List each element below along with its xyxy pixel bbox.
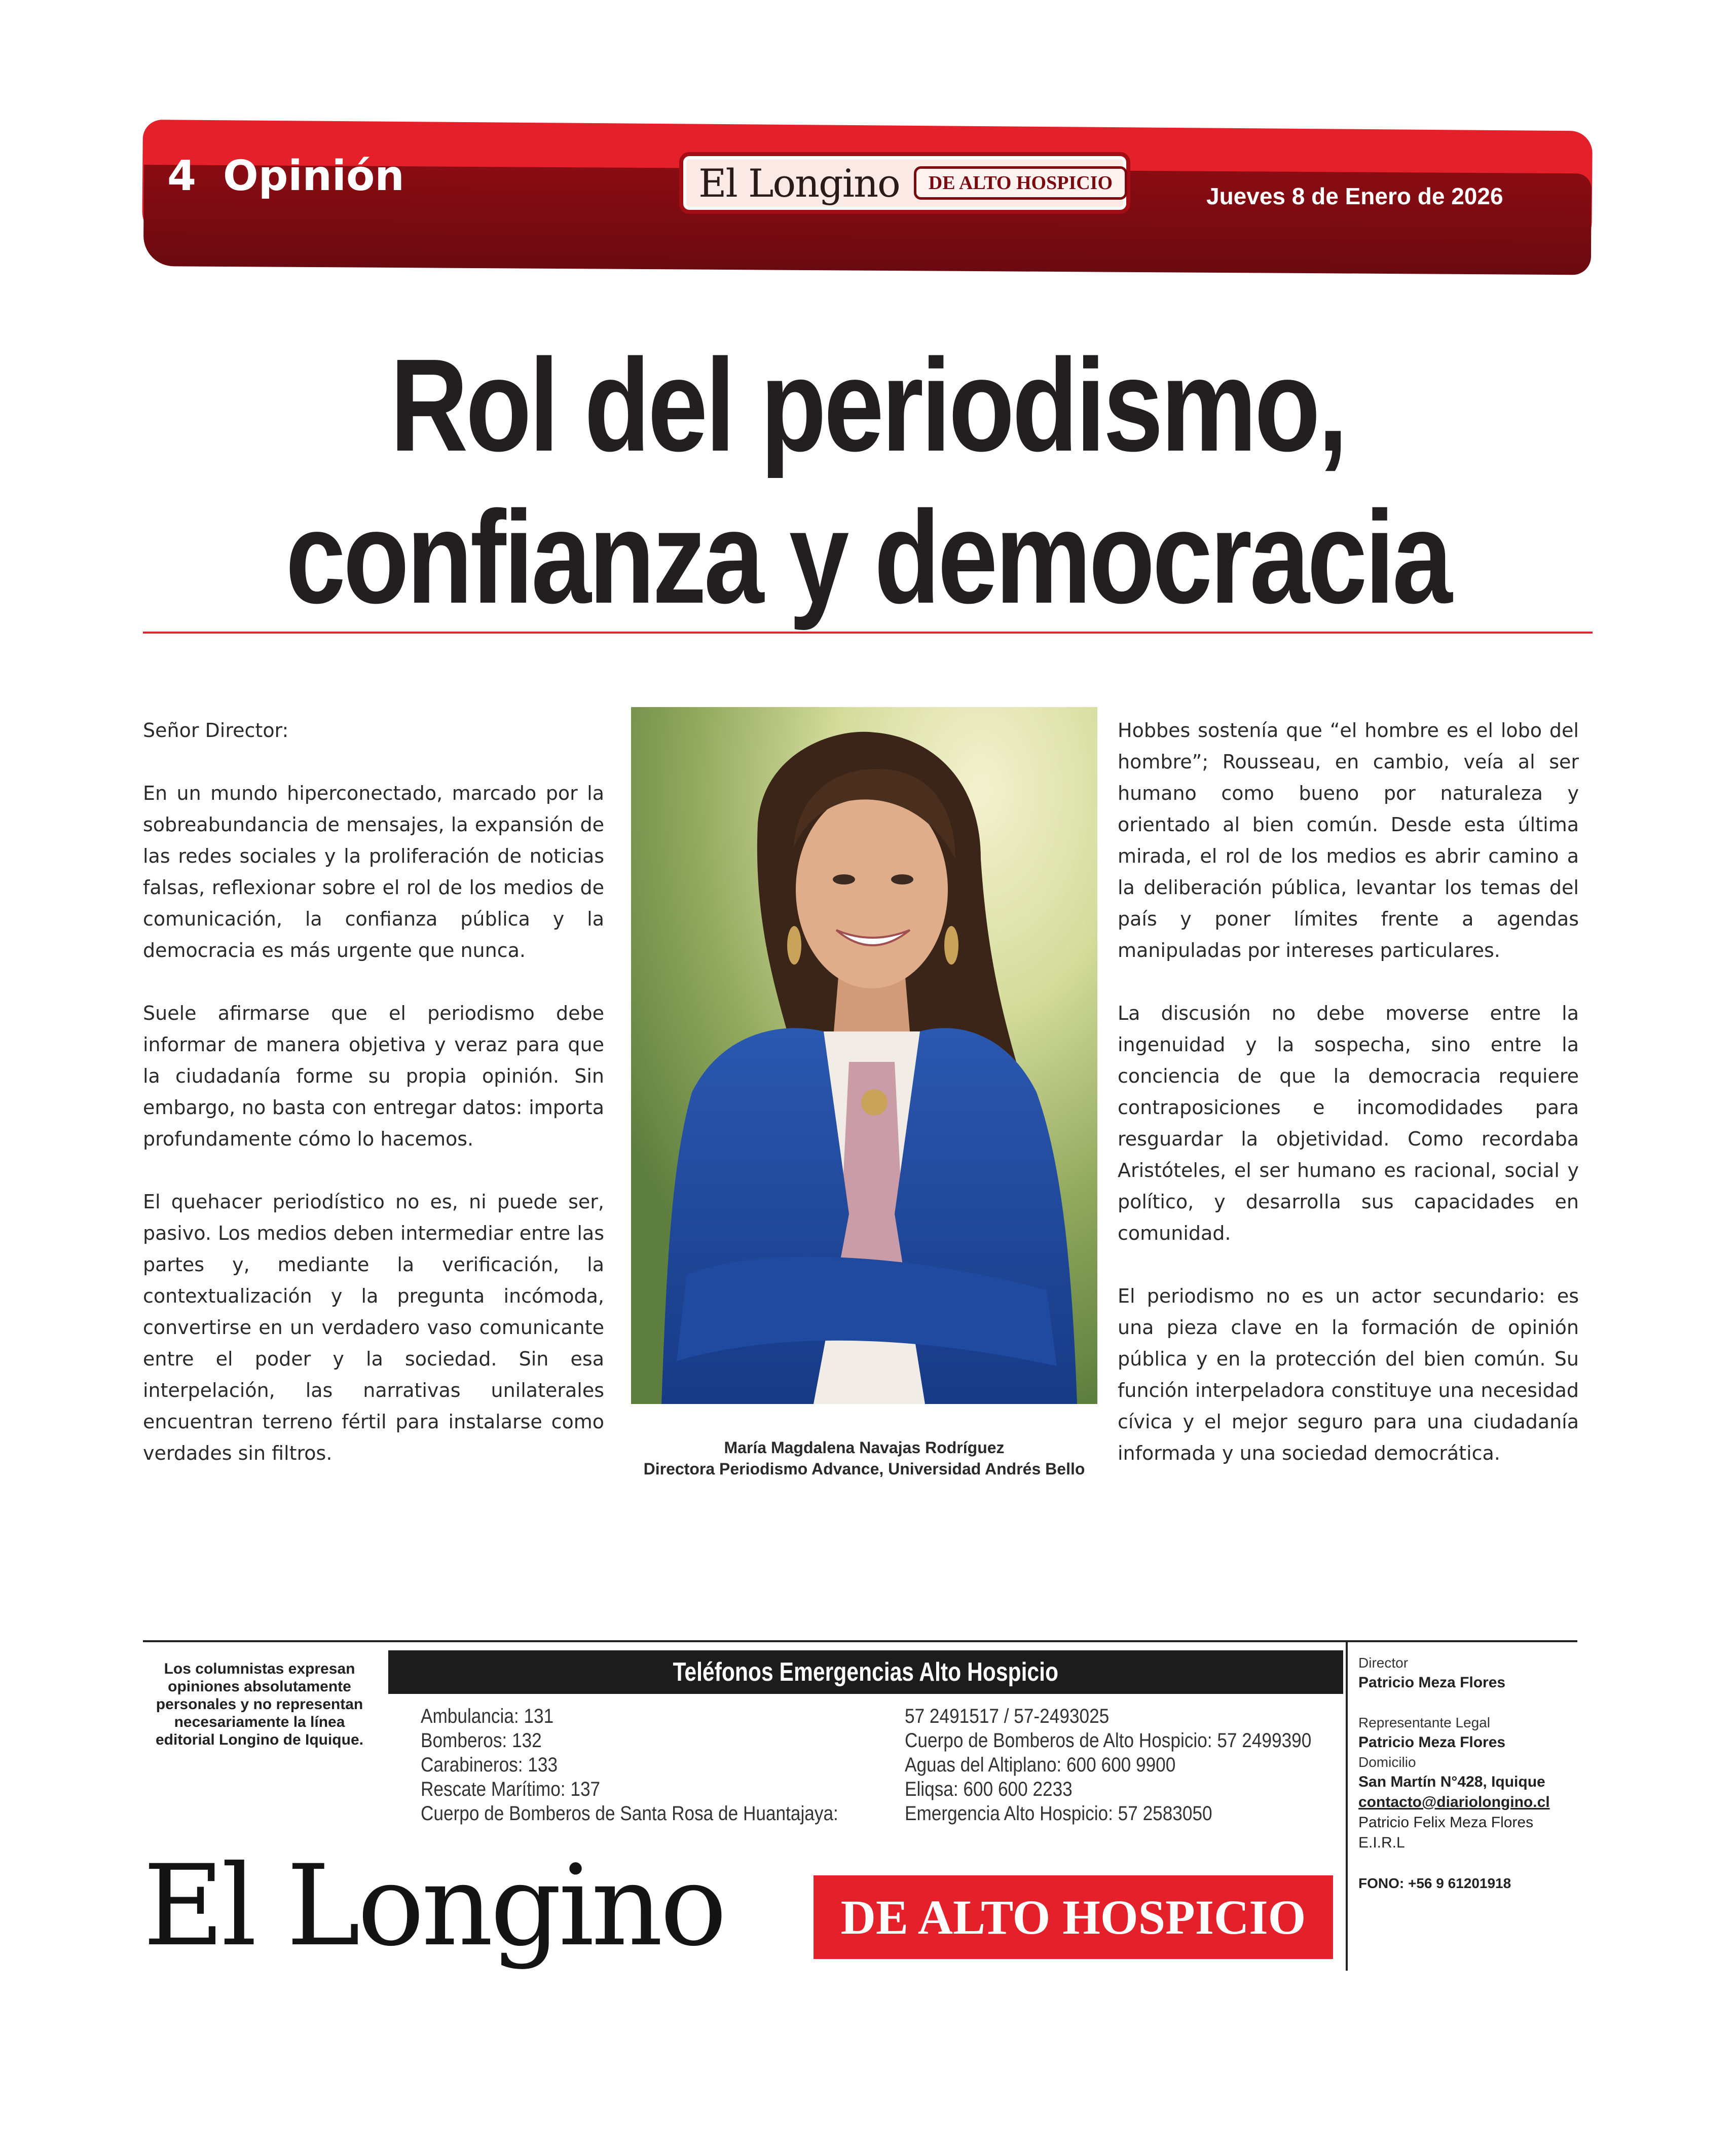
headline-divider	[143, 632, 1593, 634]
address: San Martín N°428, Iquique	[1358, 1773, 1545, 1790]
phone-entry: Eliqsa: 600 600 2233	[905, 1778, 1073, 1800]
contact-email-link[interactable]: contacto@diariolongino.cl	[1358, 1794, 1550, 1811]
footer-masthead-banner	[814, 1875, 1333, 1959]
paragraph: El quehacer periodístico no es, ni puede ser, pasivo. Los medios deben intermediar entre las partes y, mediante la verificación, la contextualización y la pregunta incómoda, convertirse en un verdadero vaso comunicante entre el poder y la sociedad. Sin esa interpelación, las narrativas unilaterales encuentran terreno fértil para instalarse como verdades sin filtros.	[143, 1191, 604, 1464]
phone-entry: Cuerpo de Bomberos de Alto Hospicio: 57 2499390	[905, 1729, 1312, 1752]
emergency-phones-list-left	[421, 1704, 867, 1826]
article-column-right	[1118, 715, 1579, 1500]
caption-author-role: Directora Periodismo Advance, Universidad Andrés Bello	[643, 1460, 1085, 1478]
director-label: Director	[1358, 1655, 1409, 1671]
paragraph: El periodismo no es un actor secundario: es una pieza clave en la formación de opinión pública y en la protección del bien común. Su función interpeladora constituye una necesidad cívica y el mejor seguro para una ciudadanía informada y una sociedad democrática.	[1118, 1285, 1579, 1464]
phone-entry: Emergencia Alto Hospicio: 57 2583050	[905, 1802, 1212, 1825]
phone-entry: Ambulancia: 131	[421, 1705, 554, 1727]
phone-entry: Carabineros: 133	[421, 1754, 558, 1776]
headline-line-2: confianza y democracia	[285, 484, 1450, 631]
page-number: 4	[167, 152, 197, 200]
caption-author-name: María Magdalena Navajas Rodríguez	[724, 1438, 1005, 1457]
paragraph: La discusión no debe moverse entre la ingenuidad y la sospecha, sino entre la conciencia de que la democracia requiere contraposiciones e incomodidades para resguardar la objetividad. Como recordaba Aristóteles, el ser humano es racional, social y político, y desarrolla sus capacidades en comunidad.	[1118, 1002, 1579, 1244]
photo-caption	[631, 1437, 1097, 1480]
headline-line-1: Rol del periodismo,	[390, 332, 1346, 479]
header-masthead-logo[interactable]	[679, 152, 1130, 214]
article-column-left	[143, 715, 604, 1500]
editorial-disclaimer: Los columnistas expresan opiniones absolutamente personales y no representan necesariamente la línea editorial Longino de Iquique.	[156, 1660, 363, 1748]
emergency-phones-header	[388, 1650, 1343, 1694]
legal-rep-name: Patricio Meza Flores	[1358, 1734, 1506, 1751]
salutation: Señor Director:	[143, 719, 289, 742]
address-label: Domicilio	[1358, 1754, 1416, 1770]
footer-divider	[143, 1640, 1577, 1642]
emergency-phones-title: Teléfonos Emergencias Alto Hospicio	[673, 1657, 1059, 1687]
masthead-name: El Longino	[698, 160, 900, 206]
footer-masthead-subtitle: DE ALTO HOSPICIO	[840, 1890, 1306, 1944]
issue-date: Jueves 8 de Enero de 2026	[1206, 183, 1503, 209]
phone-entry: Aguas del Altiplano: 600 600 9900	[905, 1754, 1176, 1776]
author-portrait-illustration	[631, 707, 1097, 1404]
phone-entry: 57 2491517 / 57-2493025	[905, 1705, 1110, 1727]
legal-rep-label: Representante Legal	[1358, 1715, 1490, 1730]
phone-entry: Rescate Marítimo: 137	[421, 1778, 601, 1800]
phone-entry: Bomberos: 132	[421, 1729, 542, 1752]
article-headline	[143, 329, 1593, 634]
footer-masthead-logo: El Longino	[143, 1841, 724, 1971]
director-name: Patricio Meza Flores	[1358, 1674, 1506, 1691]
company-name: Patricio Felix Meza Flores E.I.R.L	[1358, 1814, 1534, 1851]
emergency-phones-list-right	[905, 1704, 1351, 1826]
author-photo	[631, 707, 1097, 1404]
phone-entry: Cuerpo de Bomberos de Santa Rosa de Huantajaya:	[421, 1802, 838, 1825]
paragraph: Hobbes sostenía que “el hombre es el lobo del hombre”; Rousseau, en cambio, veía al ser humano como bueno por naturaleza y orientado al bien común. Desde esta última mirada, el rol de los medios es abrir camino a la deliberación pública, levantar los temas del país y poner límites frente a agendas manipuladas por intereses particulares.	[1118, 719, 1579, 962]
paragraph: En un mundo hiperconectado, marcado por la sobreabundancia de mensajes, la expansión de las redes sociales y la proliferación de noticias falsas, reflexionar sobre el rol de los medios de comunicación, la confianza pública y la democracia es más urgente que nunca.	[143, 782, 604, 962]
section-title: Opinión	[223, 152, 404, 200]
paragraph: Suele afirmarse que el periodismo debe informar de manera objetiva y veraz para que la ciudadanía forme su propia opinión. Sin embargo, no basta con entregar datos: importa profundamente cómo lo hacemos.	[143, 1002, 604, 1150]
contact-phone: FONO: +56 9 61201918	[1358, 1875, 1511, 1891]
staff-box	[1358, 1653, 1576, 1894]
masthead-subtitle: DE ALTO HOSPICIO	[914, 166, 1127, 200]
